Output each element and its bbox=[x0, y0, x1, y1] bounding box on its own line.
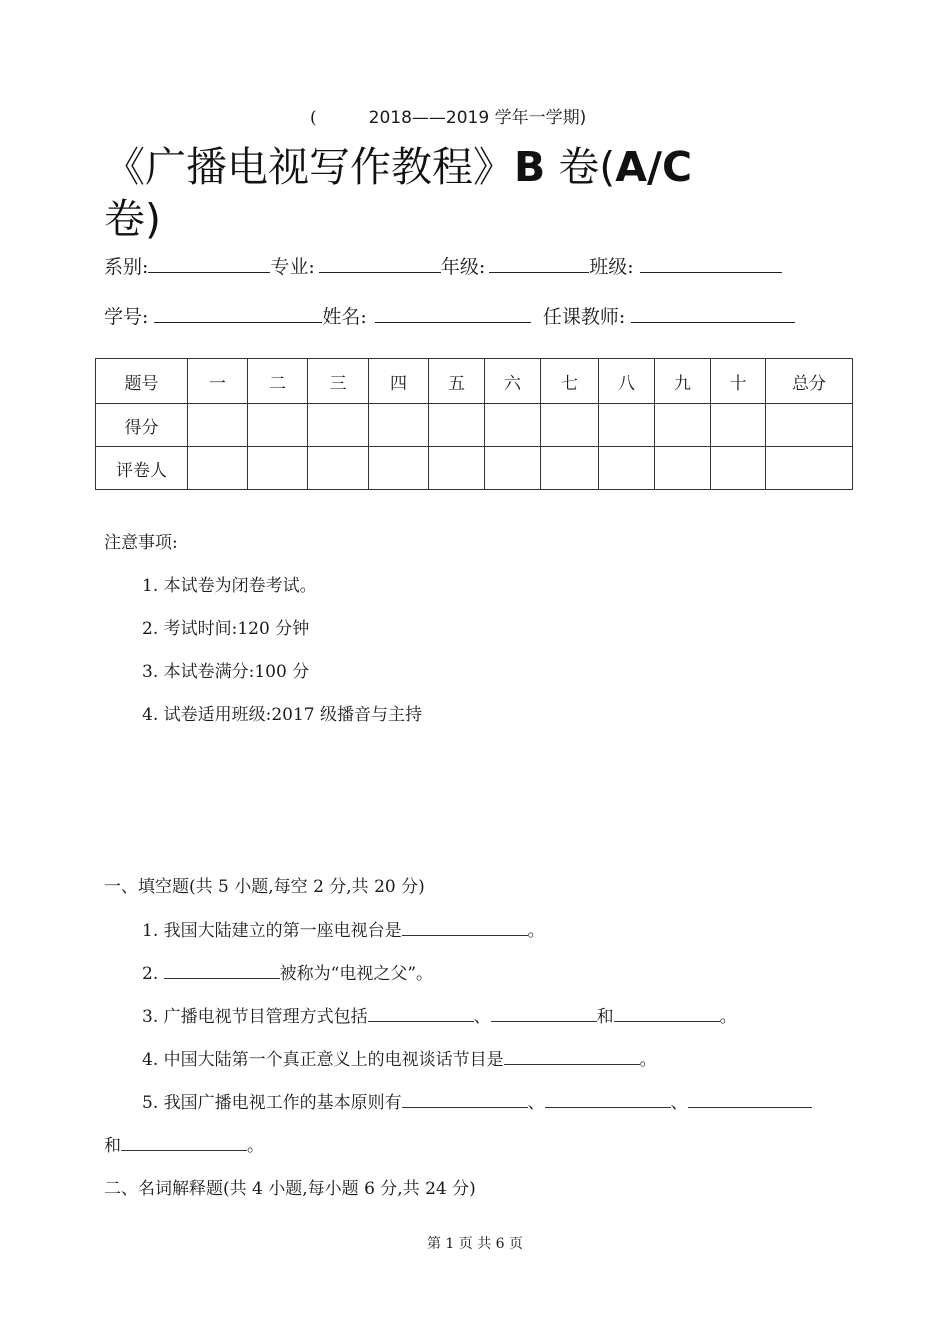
q3-sep2: 和 bbox=[596, 1007, 614, 1027]
q1-blank[interactable] bbox=[402, 919, 528, 936]
score-cell[interactable] bbox=[369, 404, 429, 447]
course-name: 《广播电视写作教程》 bbox=[104, 143, 514, 191]
section2-title: 二、名词解释题(共 4 小题,每小题 6 分,共 24 分) bbox=[104, 1179, 476, 1199]
class-label: 班级: bbox=[589, 256, 634, 278]
header-cell: 四 bbox=[369, 359, 429, 404]
q3-sep1: 、 bbox=[473, 1007, 491, 1027]
q3-end: 。 bbox=[719, 1007, 737, 1027]
q4-end: 。 bbox=[639, 1050, 657, 1070]
q5-sep2: 、 bbox=[670, 1093, 688, 1113]
q5-sep1: 、 bbox=[527, 1093, 545, 1113]
grader-cell[interactable] bbox=[248, 447, 308, 490]
student-id-label: 学号: bbox=[104, 306, 149, 328]
grader-cell[interactable] bbox=[541, 447, 599, 490]
semester-line bbox=[310, 103, 586, 128]
header-cell: 五 bbox=[429, 359, 485, 404]
major-field[interactable] bbox=[319, 252, 441, 273]
header-cell: 十 bbox=[711, 359, 766, 404]
grader-cell[interactable] bbox=[308, 447, 369, 490]
score-cell[interactable] bbox=[308, 404, 369, 447]
header-cell: 九 bbox=[655, 359, 711, 404]
major-label: 专业: bbox=[270, 256, 315, 278]
class-field[interactable] bbox=[640, 252, 782, 273]
exam-title bbox=[104, 134, 692, 193]
grader-cell[interactable] bbox=[711, 447, 766, 490]
score-cell[interactable] bbox=[599, 404, 655, 447]
info-row-2 bbox=[104, 302, 795, 329]
score-cell[interactable] bbox=[248, 404, 308, 447]
section1-title: 一、填空题(共 5 小题,每空 2 分,共 20 分) bbox=[104, 877, 425, 897]
semester-paren: ( bbox=[310, 108, 317, 128]
teacher-label: 任课教师: bbox=[542, 306, 626, 328]
q3-blank-3[interactable] bbox=[614, 1005, 720, 1022]
exam-title-line2: 卷) bbox=[104, 195, 161, 243]
header-cell: 二 bbox=[248, 359, 308, 404]
row-label: 评卷人 bbox=[96, 447, 188, 490]
student-id-field[interactable] bbox=[154, 302, 322, 323]
name-label: 姓名: bbox=[322, 306, 367, 328]
paper-b: B bbox=[514, 143, 546, 191]
note-item: 4. 试卷适用班级:2017 级播音与主持 bbox=[142, 705, 423, 725]
score-table bbox=[95, 358, 853, 490]
info-row-1 bbox=[104, 252, 782, 279]
question-4 bbox=[142, 1045, 657, 1070]
title-tail: 卷( bbox=[545, 143, 616, 191]
q2-text: 被称为“电视之父”。 bbox=[279, 964, 434, 984]
q5-blank-1[interactable] bbox=[402, 1091, 528, 1108]
note-item: 1. 本试卷为闭卷考试。 bbox=[142, 576, 317, 596]
score-cell[interactable] bbox=[541, 404, 599, 447]
header-cell: 六 bbox=[485, 359, 541, 404]
question-5 bbox=[142, 1088, 812, 1113]
question-2 bbox=[142, 959, 433, 984]
q4-text: 4. 中国大陆第一个真正意义上的电视谈话节目是 bbox=[142, 1050, 504, 1070]
q2-num: 2. bbox=[142, 964, 164, 984]
grade-field[interactable] bbox=[489, 252, 589, 273]
teacher-field[interactable] bbox=[631, 302, 795, 323]
name-field[interactable] bbox=[375, 302, 531, 323]
grader-row bbox=[96, 447, 853, 490]
q1-text: 1. 我国大陆建立的第一座电视台是 bbox=[142, 921, 402, 941]
q5-blank-3[interactable] bbox=[688, 1091, 812, 1108]
q5-end: 。 bbox=[247, 1136, 264, 1156]
header-cell: 八 bbox=[599, 359, 655, 404]
q5-and: 和 bbox=[104, 1136, 121, 1156]
score-cell[interactable] bbox=[711, 404, 766, 447]
grader-cell[interactable] bbox=[766, 447, 853, 490]
question-5-cont bbox=[104, 1131, 264, 1156]
department-field[interactable] bbox=[148, 252, 270, 273]
header-cell: 七 bbox=[541, 359, 599, 404]
note-item: 3. 本试卷满分:100 分 bbox=[142, 662, 310, 682]
q1-end: 。 bbox=[527, 921, 545, 941]
q5-text: 5. 我国广播电视工作的基本原则有 bbox=[142, 1093, 402, 1113]
score-cell[interactable] bbox=[485, 404, 541, 447]
score-row bbox=[96, 404, 853, 447]
note-item: 2. 考试时间:120 分钟 bbox=[142, 619, 310, 639]
row-label: 得分 bbox=[96, 404, 188, 447]
paper-ac: A/C bbox=[615, 143, 693, 191]
q5-blank-2[interactable] bbox=[545, 1091, 671, 1108]
question-1 bbox=[142, 916, 545, 941]
header-cell: 一 bbox=[188, 359, 248, 404]
q5-blank-4[interactable] bbox=[121, 1134, 247, 1151]
score-cell[interactable] bbox=[429, 404, 485, 447]
grade-label: 年级: bbox=[440, 256, 486, 278]
semester-text: 2018——2019 学年一学期) bbox=[368, 108, 587, 128]
q3-blank-1[interactable] bbox=[368, 1005, 474, 1022]
q2-blank[interactable] bbox=[164, 962, 280, 979]
page-footer: 第 1 页 共 6 页 bbox=[426, 1236, 524, 1252]
score-cell[interactable] bbox=[655, 404, 711, 447]
question-3 bbox=[142, 1002, 737, 1027]
header-cell: 题号 bbox=[96, 359, 188, 404]
q4-blank[interactable] bbox=[504, 1048, 640, 1065]
header-cell: 三 bbox=[308, 359, 369, 404]
grader-cell[interactable] bbox=[188, 447, 248, 490]
grader-cell[interactable] bbox=[369, 447, 429, 490]
grader-cell[interactable] bbox=[655, 447, 711, 490]
grader-cell[interactable] bbox=[599, 447, 655, 490]
score-cell[interactable] bbox=[766, 404, 853, 447]
score-cell[interactable] bbox=[188, 404, 248, 447]
q3-blank-2[interactable] bbox=[491, 1005, 597, 1022]
score-table-header-row bbox=[96, 359, 853, 404]
notes-title: 注意事项: bbox=[104, 533, 178, 553]
department-label: 系别: bbox=[104, 256, 149, 278]
grader-cell[interactable] bbox=[429, 447, 485, 490]
header-cell: 总分 bbox=[766, 359, 853, 404]
grader-cell[interactable] bbox=[485, 447, 541, 490]
q3-text: 3. 广播电视节目管理方式包括 bbox=[142, 1007, 368, 1027]
